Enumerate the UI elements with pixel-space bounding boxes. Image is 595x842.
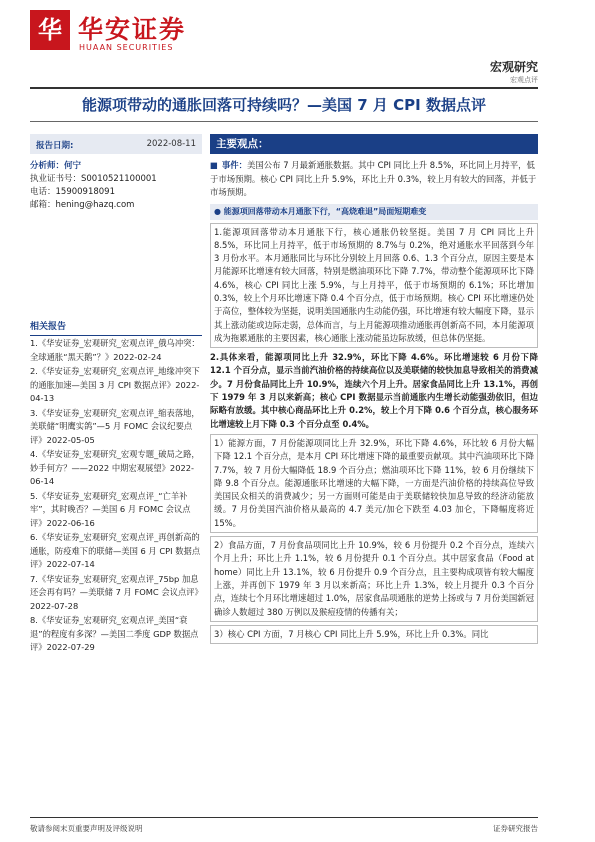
main-column — [210, 134, 538, 647]
related-report-item[interactable]: 6.《华安证券_宏观研究_宏观点评_再创新高的通胀，防疫难下的联储—美国 6 月 CPI 数据点评》2022-07-14 — [30, 532, 201, 569]
related-report-item[interactable]: 7.《华安证券_宏观研究_宏观点评_75bp 加息还会再有吗？—美联储 7 月 FOMC 会议点评》2022-07-28 — [30, 573, 199, 611]
event-label: 事件： — [221, 160, 248, 170]
report-type: 宏观研究 — [489, 60, 538, 74]
report-date-label: 报告日期: — [36, 141, 74, 151]
footer-disclaimer: 敬请参阅末页重要声明及评级说明 — [30, 824, 143, 833]
paragraph-energy-summary: 1.能源项回落带动本月通胀下行，核心通胀仍较坚挺。美国 7 月 CPI 同比上升 8.5%，环比同上月持平，低于市场预期的 8.7%与 0.2%，绝对通胀水平回落到今年 3 月份水平。本月通胀同比与环比分别较上月回落 0.6、1.3 个百分点，原因主要是本月能源环比增速有较大回落，特别是燃油项环比下降 7.7%，带动整个能源项环比下降 4.6%，核心 CPI 同比上涨 5.9%，与上月持平，低于市场预期的 6.1%；环比增加 0.3%，较上个月环比增速下降 0.4 个百分点，低于市场预期。核心 CPI 环比增速仍处于高位，整体较为坚挺，说明美国通胀内生动能仍强，环比增速有较大幅度下降，显示其上涨动能或边际走弱，总体而言，与上月能源项推动通胀再创新高不同，本月能源项成为拖累通胀的主要因素，核心通胀上涨动能虽边际放缓，但总体仍坚挺。 — [210, 223, 538, 349]
paragraph-energy: 1）能源方面，7 月份能源项同比上升 32.9%，环比下降 4.6%，环比较 6 月份大幅下降 12.1 个百分点，是本月 CPI 环比增速下降的最重要贡献项。其中汽油项环比下降 7.7%，较 7 月份大幅降低 18.9 个百分点；燃油项环比下降 11%，较 6 月份继续下降 9.8 个百分点。能源通胀环比增速的大幅下降，一方面是汽油价格的持续高位导致美国民众相关的消费减少；另一方面则可能是由于美联储较快加息导致的经济动能放缓。7 月份美国汽油价格从最高的 4.7 美元/加仑下跌至 4.03 加仑，下降幅度将近 15%。 — [210, 434, 538, 533]
related-report-item[interactable]: 4.《华安证券_宏观研究_宏观专题_破局之路，妙手何方？——2022 中期宏观展望》2022-06-14 — [30, 449, 200, 486]
title-divider — [30, 121, 538, 122]
related-reports-list — [30, 337, 202, 656]
footer-divider — [30, 817, 538, 818]
related-report-item[interactable]: 8.《华安证券_宏观研究_宏观点评_美国“衰退”的程度有多深？—美国二季度 GDP 数据点评》2022-07-29 — [30, 615, 199, 652]
report-date-bar — [30, 134, 202, 154]
related-report-item[interactable]: 2.《华安证券_宏观研究_宏观点评_地缘冲突下的通胀加速—美国 3 月 CPI 数据点评》2022-04-13 — [30, 366, 200, 403]
analyst-email[interactable]: 邮箱：hening@hazq.com — [30, 200, 135, 210]
paragraph-details: 2.具体来看，能源项同比上升 32.9%，环比下降 4.6%。环比增速较 6 月份下降 12.1 个百分点，显示当前汽油价格的持续高位以及美联储的较快加息导致相关的消费减少。7 月份食品同比上升 10.9%，连续六个月上升。居家食品同比上升 13.1%，再创下 1979 年 3 月以来新高；核心 CPI 数据显示当前通胀内生增长动能强劲依旧，但边际略有放缓。其中核心商品环比上升 0.2%，较上个月下降 0.6 个百分点，核心服务环比增速较上月下降 0.3 个百分点至 0.4%。 — [210, 352, 538, 429]
page-title: 能源项带动的通胀回落可持续吗？—美国 7 月 CPI 数据点评 — [82, 96, 486, 114]
logo-cn-text: 华安证券 — [78, 15, 187, 44]
section-subheading — [210, 204, 538, 220]
footer-report-label: 证券研究报告 — [493, 824, 538, 833]
analyst-phone: 电话：15900918091 — [30, 187, 115, 197]
analyst-info — [30, 160, 202, 212]
key-points-heading: 主要观点： — [210, 134, 538, 154]
analysis-body — [210, 223, 538, 645]
event-paragraph — [210, 159, 538, 200]
logo-en-text: HUAAN SECURITIES — [79, 43, 174, 52]
logo-mark: 华 — [30, 10, 70, 50]
report-date-value: 2022-08-11 — [146, 139, 196, 149]
analyst-name: 何宁 — [64, 161, 82, 171]
paragraph-food: 2）食品方面，7 月份食品项同比上升 10.9%，较 6 月份提升 0.2 个百分点，连续六个月上升；环比上升 1.1%，较 6 月份提升 0.1 个百分点。其中居家食品（Food at home）同比上升 13.1%，较 6 月份提升 0.9 个百分点，且主要构成项皆有较大幅度上涨，并再创下 1979 年 3 月以来新高；环比上升 1.3%，较上月提升 0.3 个百分点，连续七个月环比增速超过 1.0%，居家食品项通胀的逆势上扬或与 7 月份美国新冠确诊人数超过 380 万例以及猴痘疫情的传播有关； — [210, 536, 538, 622]
analyst-cert: 执业证书号：S0010521100001 — [30, 174, 157, 184]
event-text: 美国公布 7 月最新通胀数据。其中 CPI 同比上升 8.5%，环比同上月持平，低于市场预期。核心 CPI 同比上升 5.9%，环比上升 0.3%，较上月有较大的回落，并低于市场预期。 — [210, 160, 537, 197]
analyst-name-line — [30, 160, 202, 173]
left-column — [30, 134, 202, 212]
section-subheading-text: 能源项回落带动本月通胀下行，“高烧难退”局面短期难变 — [223, 206, 427, 216]
related-report-item[interactable]: 1.《华安证券_宏观研究_宏观点评_俄乌冲突：全球通胀“黑天鹅”？》2022-02-24 — [30, 338, 200, 362]
bullet-icon: ● — [214, 206, 224, 216]
analyst-name-label: 分析师： — [30, 161, 65, 171]
paragraph-core-cpi: 3）核心 CPI 方面，7 月核心 CPI 同比上升 5.9%，环比上升 0.3%。同比 — [210, 625, 538, 644]
company-logo — [30, 10, 190, 56]
header-divider — [30, 87, 538, 89]
bullet-icon: ■ — [210, 160, 218, 170]
related-report-item[interactable]: 5.《华安证券_宏观研究_宏观点评_“亡羊补牢”，其时晚否？—美国 6 月 FOMC 会议点评》2022-06-16 — [30, 490, 191, 528]
related-report-item[interactable]: 3.《华安证券_宏观研究_宏观点评_缩表落地，美联储“明鹰实鸽”—5 月 FOMC 会议纪要点评》2022-05-05 — [30, 407, 200, 445]
report-subtype: 宏观点评 — [510, 76, 538, 84]
related-reports-heading: 相关报告 — [30, 319, 202, 336]
